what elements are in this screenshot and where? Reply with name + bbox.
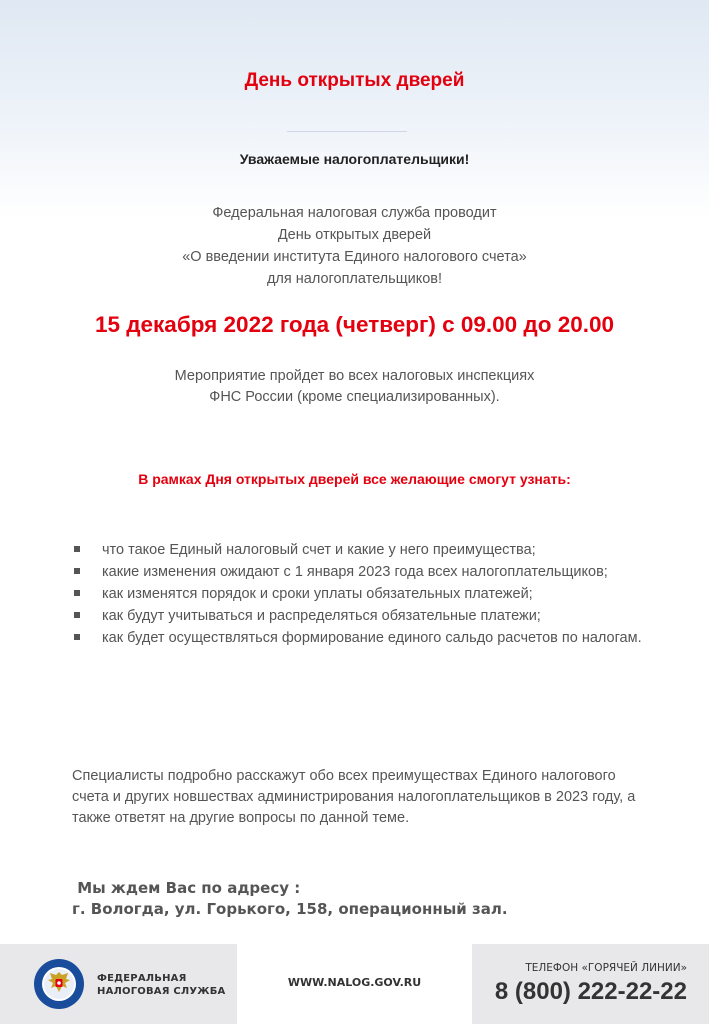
specialists-paragraph: Специалисты подробно расскажут обо всех преимуществах Единого налогового счета и других новшествах администрирования налогоплательщиков в 2023 году, а также ответят на другие вопросы по данной теме. [72,768,636,826]
list-item-text: как будет осуществляться формирование единого сальдо расчетов по налогам. [102,630,642,646]
bullet-square-icon [74,546,80,552]
list-item-text: как изменятся порядок и сроки уплаты обязательных платежей; [102,586,533,602]
address-invite: Мы ждем Вас по адресу : [72,879,301,897]
event-date: 15 декабря 2022 года (четверг) с 09.00 до 20.00 [94,312,615,337]
topics-heading: В рамках Дня открытых дверей все желающие смогут узнать: [138,471,571,487]
org-name-line: НАЛОГОВАЯ СЛУЖБА [97,986,226,997]
list-item [72,584,652,604]
list-item [72,606,652,626]
intro-line: «О введении института Единого налогового счета» [182,249,527,265]
list-item [72,628,652,648]
intro-line: День открытых дверей [277,227,432,243]
org-name-line: ФЕДЕРАЛЬНАЯ [97,973,187,984]
bullet-square-icon [74,568,80,574]
footer-org-name [97,972,226,998]
address-line: г. Вологда, ул. Горького, 158, операционный зал. [72,900,508,918]
title-divider [287,131,407,132]
venue-paragraph [0,366,709,408]
bullet-square-icon [74,590,80,596]
bullet-square-icon [74,634,80,640]
intro-line: Федеральная налоговая служба проводит [212,205,497,221]
page-title: День открытых дверей [244,70,465,91]
venue-line: ФНС России (кроме специализированных). [209,389,500,405]
website-link[interactable]: WWW.NALOG.GOV.RU [287,976,422,989]
address-block [72,878,672,920]
list-item-text: что такое Единый налоговый счет и какие у него преимущества; [102,542,536,558]
intro-paragraph [0,202,709,290]
greeting: Уважаемые налогоплательщики! [239,151,470,167]
hotline-label: ТЕЛЕФОН «ГОРЯЧЕЙ ЛИНИИ» [525,962,687,974]
list-item [72,540,652,560]
venue-line: Мероприятие пройдет во всех налоговых инспекциях [174,368,535,384]
fns-emblem-icon [33,958,85,1010]
hotline-number[interactable]: 8 (800) 222-22-22 [494,978,687,1005]
list-item-text: как будут учитываться и распределяться обязательные платежи; [102,608,541,624]
bullet-square-icon [74,612,80,618]
list-item-text: какие изменения ожидают с 1 января 2023 года всех налогоплательщиков; [102,564,608,580]
intro-line: для налогоплательщиков! [266,271,443,287]
list-item [72,562,652,582]
topics-list [72,540,652,650]
